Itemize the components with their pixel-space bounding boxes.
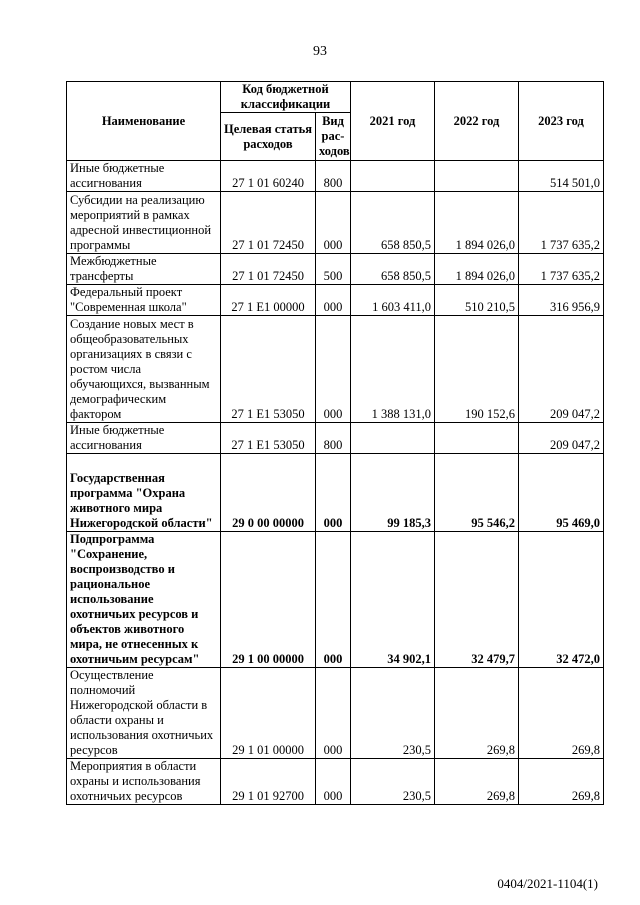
header-target: Целевая статья расходов bbox=[221, 113, 316, 161]
header-2022: 2022 год bbox=[435, 82, 519, 161]
row-value-2023: 269,8 bbox=[519, 668, 604, 759]
row-value-2022: 269,8 bbox=[435, 668, 519, 759]
row-value-2022: 269,8 bbox=[435, 759, 519, 805]
row-name: Субсидии на реализацию мероприятий в рамках адресной инвестиционной программы bbox=[67, 192, 221, 254]
row-value-2021: 658 850,5 bbox=[351, 192, 435, 254]
row-value-2023: 1 737 635,2 bbox=[519, 254, 604, 285]
row-name: Мероприятия в области охраны и использования охотничьих ресурсов bbox=[67, 759, 221, 805]
budget-table bbox=[66, 81, 604, 805]
row-value-2022: 510 210,5 bbox=[435, 285, 519, 316]
row-expense-type: 000 bbox=[316, 532, 351, 668]
row-value-2023: 316 956,9 bbox=[519, 285, 604, 316]
row-value-2023: 514 501,0 bbox=[519, 161, 604, 192]
row-value-2023: 209 047,2 bbox=[519, 423, 604, 454]
row-name: Создание новых мест в общеобразовательных организациях в связи с ростом числа обучающихся, вызванным демографическим фактором bbox=[67, 316, 221, 423]
header-code-group: Код бюджетной классификации bbox=[221, 82, 351, 113]
row-value-2021: 1 388 131,0 bbox=[351, 316, 435, 423]
row-value-2021: 230,5 bbox=[351, 668, 435, 759]
row-target-code: 27 1 E1 00000 bbox=[221, 285, 316, 316]
table-row bbox=[67, 285, 604, 316]
header-vid: Вид рас-ходов bbox=[316, 113, 351, 161]
row-value-2022 bbox=[435, 161, 519, 192]
table-row bbox=[67, 454, 604, 532]
table-row bbox=[67, 161, 604, 192]
row-value-2023: 269,8 bbox=[519, 759, 604, 805]
row-value-2021: 34 902,1 bbox=[351, 532, 435, 668]
row-name: Подпрограмма "Сохранение, воспроизводство и рациональное использование охотничьих ресурсов и объектов животного мира, не отнесенных к охотничьим ресурсам" bbox=[67, 532, 221, 668]
row-target-code: 27 1 E1 53050 bbox=[221, 316, 316, 423]
row-value-2023: 95 469,0 bbox=[519, 454, 604, 532]
row-target-code: 29 1 01 00000 bbox=[221, 668, 316, 759]
row-value-2023: 209 047,2 bbox=[519, 316, 604, 423]
row-expense-type: 000 bbox=[316, 316, 351, 423]
row-target-code: 27 1 01 72450 bbox=[221, 192, 316, 254]
row-value-2022: 32 479,7 bbox=[435, 532, 519, 668]
row-value-2022: 1 894 026,0 bbox=[435, 254, 519, 285]
table-row bbox=[67, 668, 604, 759]
row-value-2022 bbox=[435, 423, 519, 454]
row-target-code: 27 1 01 72450 bbox=[221, 254, 316, 285]
row-name: Межбюджетные трансферты bbox=[67, 254, 221, 285]
row-name: Федеральный проект "Современная школа" bbox=[67, 285, 221, 316]
document-number: 0404/2021-1104(1) bbox=[497, 876, 598, 891]
row-name: Иные бюджетные ассигнования bbox=[67, 423, 221, 454]
header-2021: 2021 год bbox=[351, 82, 435, 161]
row-target-code: 29 0 00 00000 bbox=[221, 454, 316, 532]
row-expense-type: 000 bbox=[316, 454, 351, 532]
row-expense-type: 800 bbox=[316, 423, 351, 454]
row-target-code: 27 1 E1 53050 bbox=[221, 423, 316, 454]
table-row bbox=[67, 759, 604, 805]
row-expense-type: 000 bbox=[316, 759, 351, 805]
row-value-2021: 1 603 411,0 bbox=[351, 285, 435, 316]
header-name: Наименование bbox=[67, 82, 221, 161]
row-target-code: 27 1 01 60240 bbox=[221, 161, 316, 192]
row-target-code: 29 1 01 92700 bbox=[221, 759, 316, 805]
page-number: 93 bbox=[313, 44, 327, 59]
table-row bbox=[67, 254, 604, 285]
row-value-2021 bbox=[351, 161, 435, 192]
row-expense-type: 500 bbox=[316, 254, 351, 285]
table-row bbox=[67, 192, 604, 254]
table-row bbox=[67, 532, 604, 668]
row-value-2021: 99 185,3 bbox=[351, 454, 435, 532]
row-name: Иные бюджетные ассигнования bbox=[67, 161, 221, 192]
row-value-2023: 32 472,0 bbox=[519, 532, 604, 668]
row-expense-type: 000 bbox=[316, 285, 351, 316]
row-expense-type: 800 bbox=[316, 161, 351, 192]
table-row bbox=[67, 316, 604, 423]
row-expense-type: 000 bbox=[316, 668, 351, 759]
table-row bbox=[67, 423, 604, 454]
row-name: Государственная программа "Охрана животного мира Нижегородской области" bbox=[67, 454, 221, 532]
row-value-2021 bbox=[351, 423, 435, 454]
row-value-2021: 658 850,5 bbox=[351, 254, 435, 285]
header-2023: 2023 год bbox=[519, 82, 604, 161]
row-expense-type: 000 bbox=[316, 192, 351, 254]
row-name: Осуществление полномочий Нижегородской области в области охраны и использования охотничьих ресурсов bbox=[67, 668, 221, 759]
row-value-2021: 230,5 bbox=[351, 759, 435, 805]
row-target-code: 29 1 00 00000 bbox=[221, 532, 316, 668]
row-value-2023: 1 737 635,2 bbox=[519, 192, 604, 254]
row-value-2022: 1 894 026,0 bbox=[435, 192, 519, 254]
row-value-2022: 95 546,2 bbox=[435, 454, 519, 532]
row-value-2022: 190 152,6 bbox=[435, 316, 519, 423]
